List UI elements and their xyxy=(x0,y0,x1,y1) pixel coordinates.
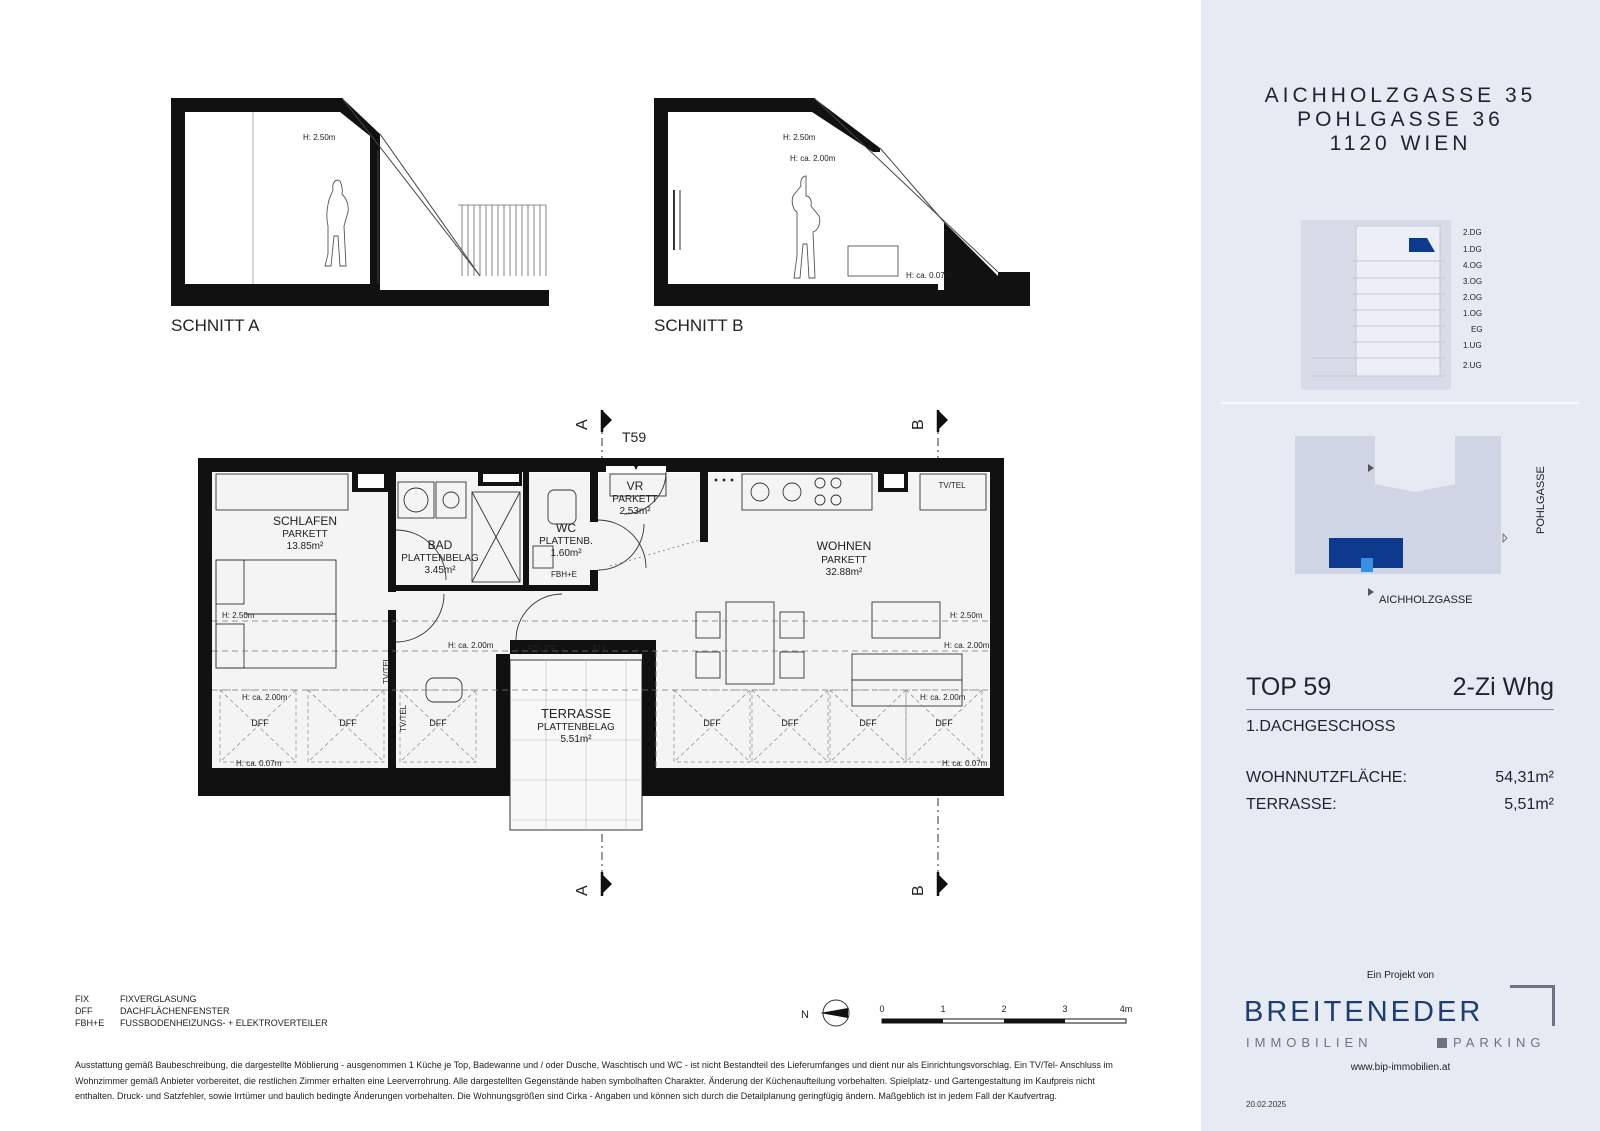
street-label-pohlgasse: POHLGASSE xyxy=(1535,466,1547,534)
dff-label: DFF xyxy=(251,718,269,728)
svg-text:2.OG: 2.OG xyxy=(1463,293,1483,302)
unit-tag: T59 xyxy=(622,429,647,445)
apartment-type: 2-Zi Whg xyxy=(1452,673,1554,701)
room-schlafen-area: 13.85m² xyxy=(286,541,324,552)
cut-marker-b-top xyxy=(910,410,948,432)
section-a-height: H: 2.50m xyxy=(303,133,336,142)
svg-text:N: N xyxy=(801,1009,809,1021)
person-silhouette-icon xyxy=(325,180,348,266)
disclaimer-text: Ausstattung gemäß Baubeschreibung, die dargestellte Möblierung - ausgenommen 1 Küche je Top, Badewanne und / oder Dusche, Waschtisch und WC - ist nicht Bestandteil des Lieferumfanges und dient nur als Einrichtungsvorschlag. Ein TV/Tel- Anschluss im Wohnzimmer gemäß Anbieter vorbereitet, die restlichen Zimmer erhalten eine Leerverrohrung. Alle dargestellten Gegenstände haben symbolhaften Charakter. Änderung der Küchenaufteilung vorbehalten. Spielplatz- und Gartengestaltung im Kaufpreis nicht enthalten. Druck- und Satzfehler, sowie Irrtümer und baulich bedingte Änderungen vorbehalten. Die Wohnungsgrößen sind Cirka - Angaben und können sich durch die Detailplanung geringfügig ändern. Maßgeblich ist in jedem Fall der Kaufvertrag. xyxy=(75,1060,1113,1101)
section-a-label: SCHNITT A xyxy=(171,316,260,335)
top-number: TOP 59 xyxy=(1246,673,1332,701)
svg-text:A: A xyxy=(574,885,591,896)
scale-bar xyxy=(879,1004,1132,1023)
svg-text:2.UG: 2.UG xyxy=(1463,361,1482,370)
plan-date: 20.02.2025 xyxy=(1246,1100,1287,1109)
svg-text:B: B xyxy=(910,419,927,430)
svg-text:4m: 4m xyxy=(1119,1004,1133,1014)
room-vr-name: VR xyxy=(626,479,644,493)
room-bad-area: 3.45m² xyxy=(424,565,456,576)
room-vr-area: 2.53m² xyxy=(619,506,651,517)
tvtel-label-schlafen: TV/TEL xyxy=(382,656,391,684)
tvtel-label-room: TV/TEL xyxy=(399,704,408,732)
address-line-2: POHLGASSE 36 xyxy=(1297,108,1504,131)
location-diagrams xyxy=(1201,200,1600,640)
dff-label: DFF xyxy=(781,718,799,728)
room-wc-floor: PLATTENB. xyxy=(539,536,593,547)
svg-text:B: B xyxy=(910,885,927,896)
section-b-label: SCHNITT B xyxy=(654,316,744,335)
dff-label: DFF xyxy=(429,718,447,728)
room-schlafen-floor: PARKETT xyxy=(282,529,328,540)
svg-text:4.OG: 4.OG xyxy=(1463,261,1483,270)
brand-intro: Ein Projekt von xyxy=(1366,970,1435,981)
height-label-250: H: 2.50m xyxy=(222,611,255,620)
dff-label: DFF xyxy=(339,718,357,728)
svg-text:1.UG: 1.UG xyxy=(1463,341,1482,350)
dff-label: DFF xyxy=(935,718,953,728)
cut-marker-a-top xyxy=(574,410,612,432)
fbh-label: FBH+E xyxy=(550,570,578,579)
height-label-200: H: ca. 2.00m xyxy=(448,641,494,650)
height-label-200: H: ca. 2.00m xyxy=(920,693,966,702)
section-b-height-1: H: 2.50m xyxy=(783,133,816,142)
divider xyxy=(1246,709,1554,710)
legend-item: DFF DACHFLÄCHENFENSTER xyxy=(75,1006,230,1016)
brand-separator-icon xyxy=(1437,1038,1447,1048)
svg-text:3: 3 xyxy=(1062,1004,1068,1014)
room-wohnen-area: 32.88m² xyxy=(825,567,863,578)
floor-name: 1.DACHGESCHOSS xyxy=(1246,718,1396,735)
room-bad-name: BAD xyxy=(427,538,453,552)
svg-text:0: 0 xyxy=(879,1004,885,1014)
brand-url: www.bip-immobilien.at xyxy=(1350,1062,1451,1073)
svg-text:3.OG: 3.OG xyxy=(1463,277,1483,286)
room-vr-floor: PARKETT xyxy=(612,494,658,505)
stufe-label: STUFE xyxy=(527,644,557,654)
legend-item: FBH+E FUSSBODENHEIZUNGS- + ELEKTROVERTEILER xyxy=(75,1018,328,1028)
brand-sub-2: PARKING xyxy=(1453,1035,1546,1050)
brand-corner-mark xyxy=(1510,985,1555,1026)
cut-marker-b-bottom xyxy=(910,872,948,896)
site-plan xyxy=(1295,436,1507,596)
section-b xyxy=(654,98,1030,306)
height-label-007: H: ca. 0.07m xyxy=(942,759,988,768)
room-terrasse-floor: PLATTENBELAG xyxy=(537,722,615,733)
street-label-aichholzgasse: AICHHOLZGASSE xyxy=(1379,594,1473,606)
room-schlafen-name: SCHLAFEN xyxy=(272,514,338,528)
room-bad-floor: PLATTENBELAG xyxy=(401,553,479,564)
living-area-label: WOHNNUTZFLÄCHE: xyxy=(1246,769,1407,786)
living-area-value: 54,31m² xyxy=(1495,769,1554,786)
address-line-3: 1120 WIEN xyxy=(1329,132,1472,155)
svg-text:EG: EG xyxy=(1471,325,1483,334)
section-b-height-2: H: ca. 2.00m xyxy=(790,154,836,163)
brand-name: BREITENEDER xyxy=(1244,996,1484,1028)
north-arrow-icon xyxy=(801,1000,849,1026)
fix-label: FIX xyxy=(592,644,608,654)
svg-text:1.OG: 1.OG xyxy=(1463,309,1483,318)
terrace-value: 5,51m² xyxy=(1504,796,1554,813)
svg-text:1.DG: 1.DG xyxy=(1463,245,1482,254)
room-wc-area: 1.60m² xyxy=(550,548,582,559)
floor-plan xyxy=(198,458,1004,830)
cut-marker-a-bottom xyxy=(574,872,612,896)
armchair-icon xyxy=(848,246,898,276)
section-a xyxy=(171,98,549,306)
room-wc-name: WC xyxy=(556,521,576,535)
tvtel-label-wohnen: TV/TEL xyxy=(938,481,966,490)
room-wohnen-name: WOHNEN xyxy=(816,539,872,553)
svg-text:2.DG: 2.DG xyxy=(1463,228,1482,237)
svg-text:2: 2 xyxy=(1001,1004,1007,1014)
section-b-height-3: H: ca. 0.07m xyxy=(906,271,952,280)
person-silhouette-icon xyxy=(792,176,820,278)
address-line-1: AICHHOLZGASSE 35 xyxy=(1264,84,1537,107)
height-label-007: H: ca. 0.07m xyxy=(236,759,282,768)
legend-item: FIX FIXVERGLASUNG xyxy=(75,994,197,1004)
brand-sub-1: IMMOBILIEN xyxy=(1246,1035,1373,1050)
dff-label: DFF xyxy=(703,718,721,728)
svg-text:1: 1 xyxy=(940,1004,946,1014)
room-terrasse-name: TERRASSE xyxy=(540,706,612,721)
height-label-200: H: ca. 2.00m xyxy=(944,641,990,650)
room-wohnen-floor: PARKETT xyxy=(821,555,867,566)
svg-text:A: A xyxy=(574,419,591,430)
room-terrasse-area: 5.51m² xyxy=(560,734,592,745)
terrace-label: TERRASSE: xyxy=(1246,796,1337,813)
dff-label: DFF xyxy=(859,718,877,728)
height-label-250: H: 2.50m xyxy=(950,611,983,620)
height-label-200: H: ca. 2.00m xyxy=(242,693,288,702)
